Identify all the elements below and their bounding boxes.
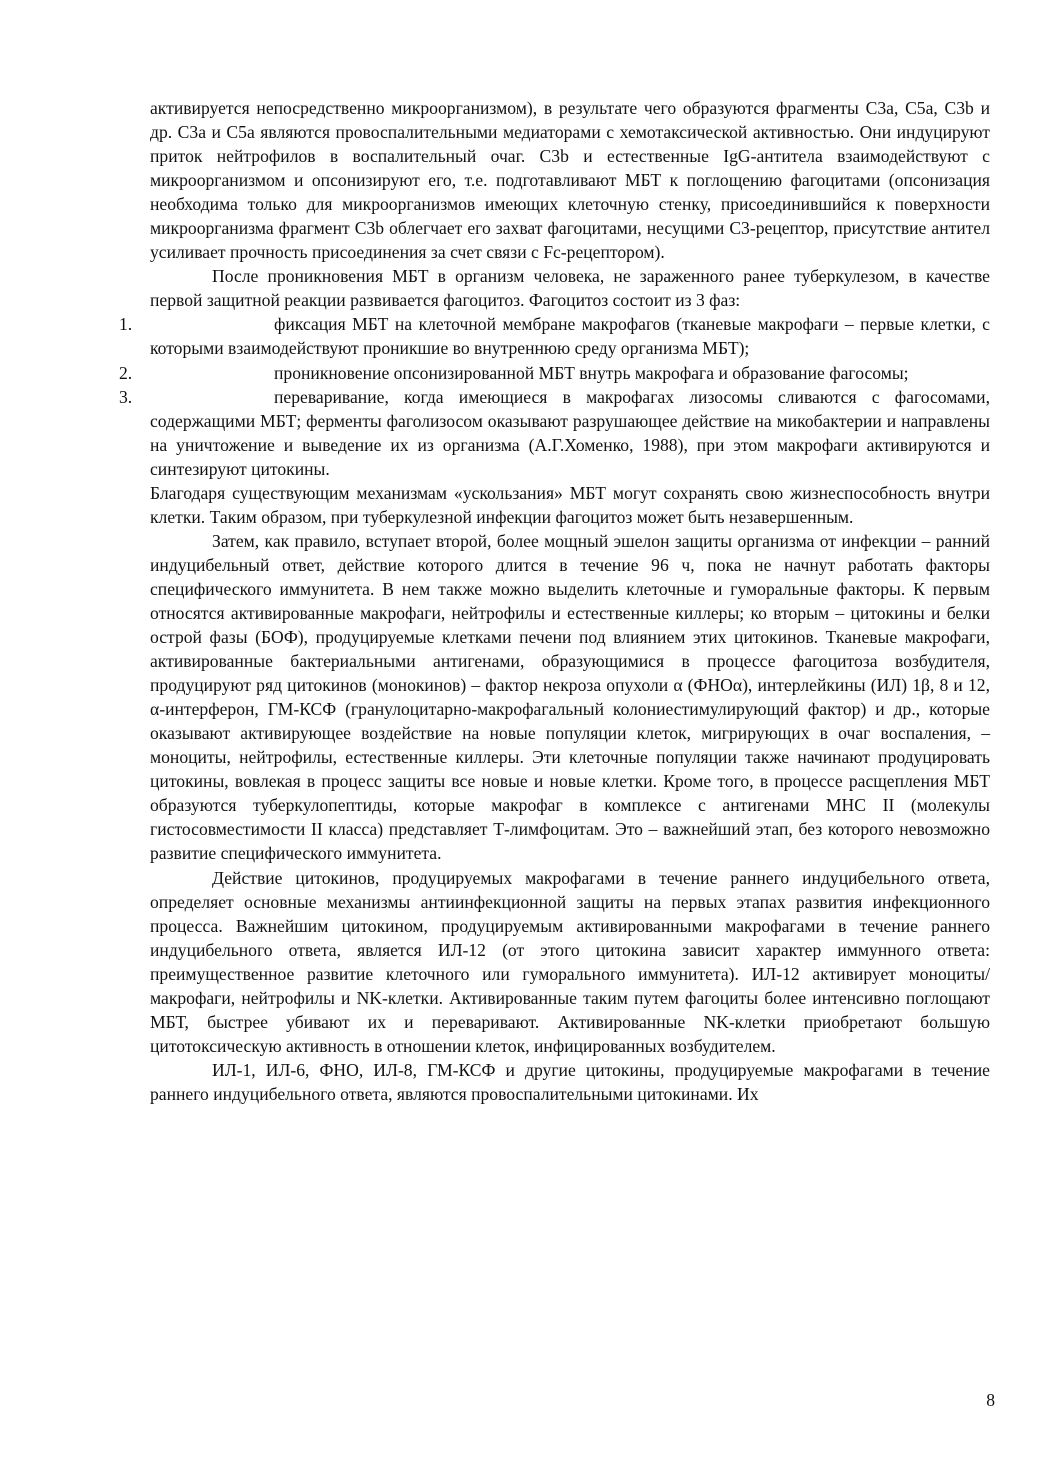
list-item-phase-3 [119, 385, 990, 481]
list-item-text: проникновение опсонизированной МБТ внутрь макрофага и образование фагосомы; [274, 362, 909, 383]
list-item-text: фиксация МБТ на клеточной мембране макрофагов (тканевые макрофаги – первые клетки, с которыми взаимодействуют проникшие во внутреннюю среду организма МБТ); [150, 314, 990, 359]
paragraph-early-induced-response: Затем, как правило, вступает второй, более мощный эшелон защиты организма от инфекции – ранний индуцибельный ответ, действие которого длится в течение 96 ч, пока не начнут работать факторы специфического иммунитета. В нем также можно выделить клеточные и гуморальные факторы. К первым относятся активированные макрофаги, нейтрофилы и естественные киллеры; ко вторым – цитокины и белки острой фазы (БОФ), продуцируемые клетками печени под влиянием этих цитокинов. Тканевые макрофаги, активированные бактериальными антигенами, образующимися в процессе фагоцитоза возбудителя, продуцируют ряд цитокинов (монокинов) – фактор некроза опухоли α (ФНОα), интерлейкины (ИЛ) 1β, 8 и 12, α-интерферон, ГМ-КСФ (гранулоцитарно-макрофагальный колониестимулирующий фактор) и др., которые оказывают активирующее воздействие на новые популяции клеток, мигрирующих в очаг воспаления, – моноциты, нейтрофилы, естественные киллеры. Эти клеточные популяции также начинают продуцировать цитокины, вовлекая в процесс защиты все новые и новые клетки. Кроме того, в процессе расщепления МБТ образуются туберкулопептиды, которые макрофаг в комплексе с антигенами MHC II (молекулы гистосовместимости II класса) представляет Т-лимфоцитам. Это – важнейший этап, без которого невозможно развитие специфического иммунитета. [150, 530, 990, 864]
list-item-phase-1 [119, 312, 990, 360]
list-number: 1. [119, 314, 133, 335]
document-body [119, 96, 990, 1106]
paragraph-cytokine-action: Действие цитокинов, продуцируемых макрофагами в течение раннего индуцибельного ответа, определяет основные механизмы антиинфекционной защиты на первых этапах развития инфекционного процесса. Важнейшим цитокином, продуцируемым активированными макрофагами в течение раннего индуцибельного ответа, является ИЛ-12 (от этого цитокина зависит характер иммунного ответа: преимущественное развитие клеточного или гуморального иммунитета). ИЛ-12 активирует моноциты/макрофаги, нейтрофилы и NK-клетки. Активированные таким путем фагоциты более интенсивно поглощают МБТ, быстрее убивают их и переваривают. Активированные NK-клетки приобретают большую цитотоксическую активность в отношении клеток, инфицированных возбудителем. [150, 867, 990, 1056]
list-number: 2. [119, 362, 133, 383]
paragraph-escape-mechanisms: Благодаря существующим механизмам «ускользания» МБТ могут сохранять свою жизнеспособность внутри клетки. Таким образом, при туберкулезной инфекции фагоцитоз может быть незавершенным. [150, 482, 990, 527]
page-number: 8 [986, 1390, 995, 1410]
paragraph-proinflammatory-cytokines: ИЛ-1, ИЛ-6, ФНО, ИЛ-8, ГМ-КСФ и другие цитокины, продуцируемые макрофагами в течение раннего индуцибельного ответа, являются провоспалительными цитокинами. Их [150, 1059, 990, 1104]
list-item-text: переваривание, когда имеющиеся в макрофагах лизосомы сливаются с фагосомами, содержащими МБТ; ферменты фаголизосом оказывают разрушающее действие на микобактерии и направлены на уничтожение и выведение их из организма (А.Г.Хоменко, 1988), при этом макрофаги активируются и синтезируют цитокины. [150, 386, 990, 479]
paragraph-phagocytosis-intro: После проникновения МБТ в организм человека, не зараженного ранее туберкулезом, в качестве первой защитной реакции развивается фагоцитоз. Фагоцитоз состоит из 3 фаз: [150, 266, 990, 311]
list-number: 3. [119, 386, 133, 407]
list-item-phase-2 [119, 361, 990, 385]
paragraph-complement-fragments: активируется непосредственно микроорганизмом), в результате чего образуются фрагменты С3а, С5а, С3b и др. С3а и С5а являются провоспалительными медиаторами с хемотаксической активностью. Они индуцируют приток нейтрофилов в воспалительный очаг. С3b и естественные IgG-антитела взаимодействуют с микроорганизмом и опсонизируют его, т.е. подготавливают МБТ к поглощению фагоцитами (опсонизация необходима только для микроорганизмов имеющих клеточную стенку, присоединившийся к поверхности микроорганизма фрагмент С3b облегчает его захват фагоцитами, несущими С3-рецептор, присутствие антител усиливает прочность присоединения за счет связи с Fc-рецептором). [150, 98, 990, 263]
